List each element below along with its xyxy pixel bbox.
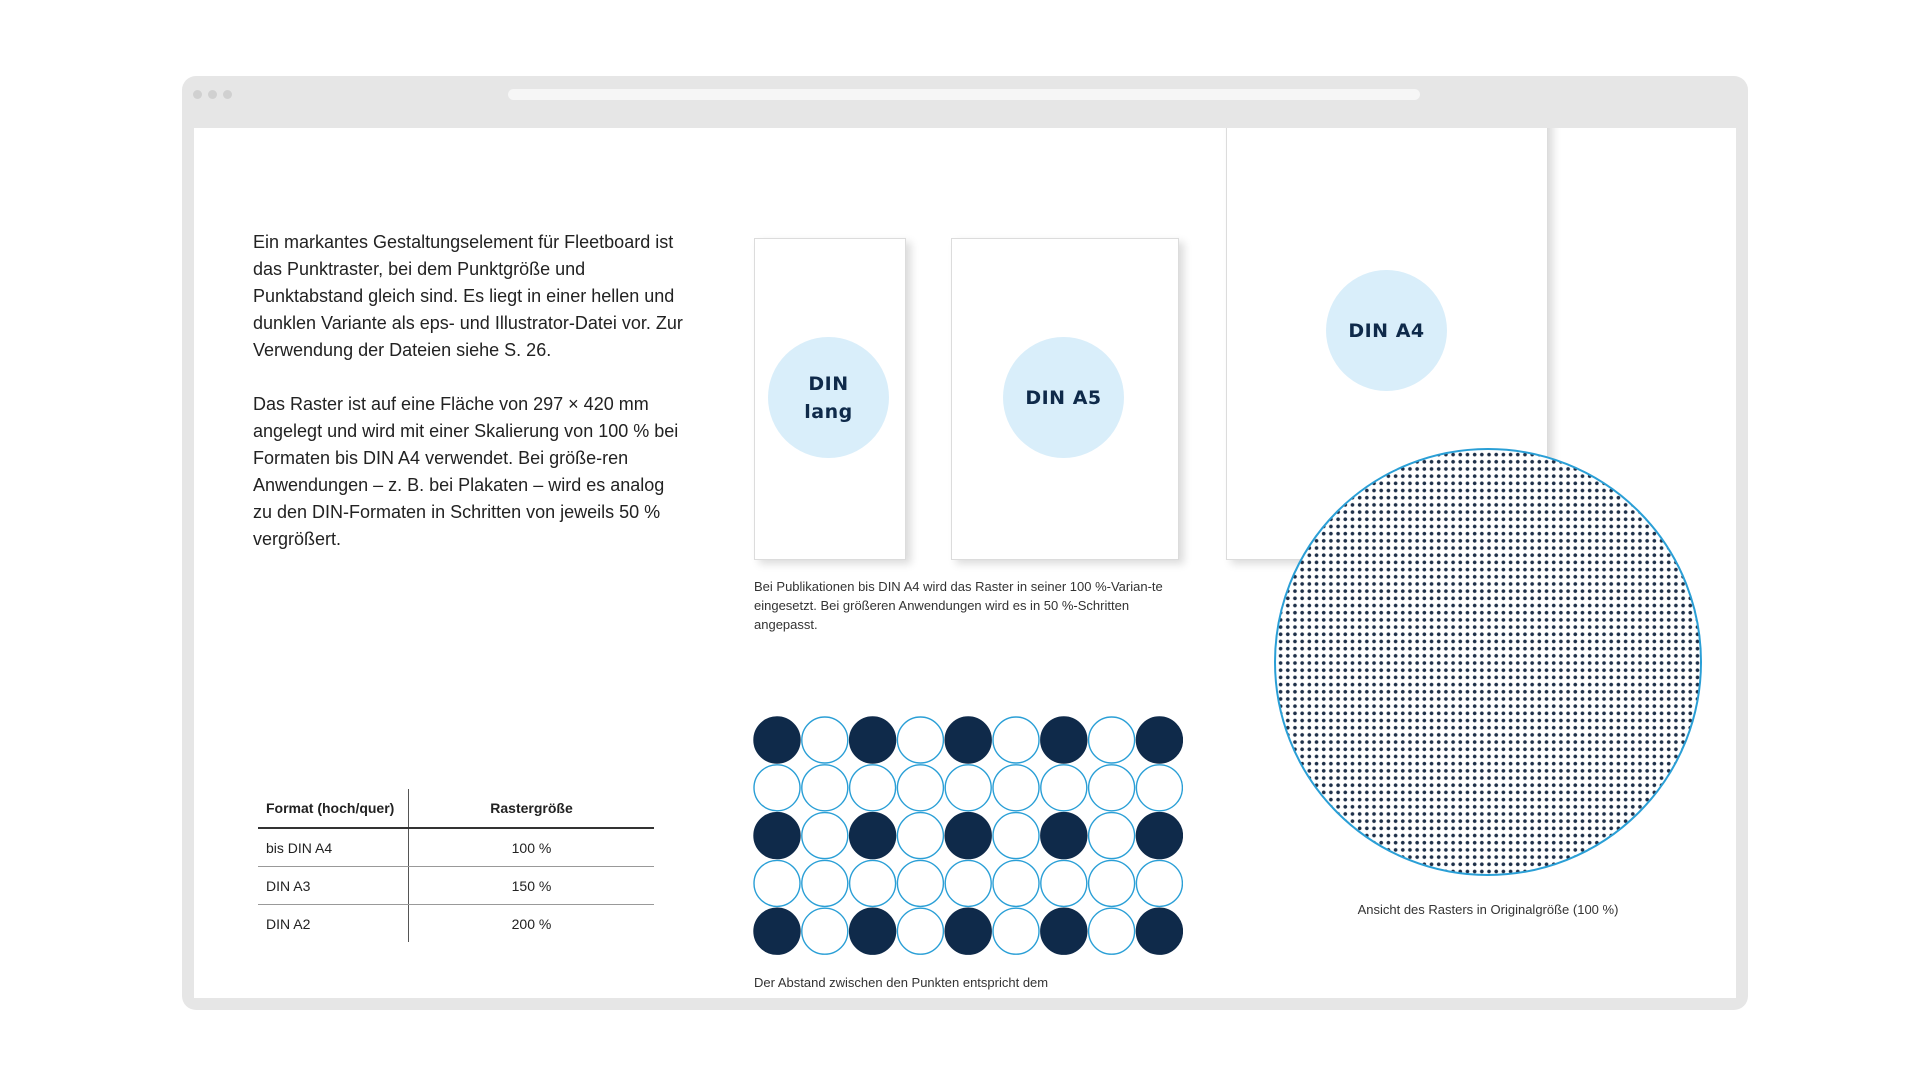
grid-dot-filled <box>1041 813 1087 859</box>
grid-dot-outline <box>897 860 943 906</box>
grid-dot-outline <box>802 717 848 763</box>
grid-dot-outline <box>897 813 943 859</box>
format-label-din-a5 <box>1003 337 1124 458</box>
table-header-format: Format (hoch/quer) <box>258 789 409 828</box>
format-label-din-lang <box>768 337 889 458</box>
grid-dot-outline <box>945 765 991 811</box>
grid-caption: Der Abstand zwischen den Punkten entspricht dem <box>754 975 1049 990</box>
grid-dot-outline <box>1136 860 1182 906</box>
grid-dot-filled <box>754 908 800 954</box>
table-cell-format: DIN A2 <box>258 905 409 943</box>
grid-dot-outline <box>1041 765 1087 811</box>
intro-paragraph-2: Das Raster ist auf eine Fläche von 297 × 420 mm angelegt und wird mit einer Skalierung von 100 % bei Formaten bis DIN A4 verwendet. Bei größe-ren Anwendungen – z. B. bei Plakaten – wird es analog zu den DIN-Formaten in Schritten von jeweils 50 % vergrößert. <box>253 394 679 549</box>
window-controls <box>193 90 232 99</box>
grid-dot-outline <box>993 860 1039 906</box>
table-row <box>258 828 654 867</box>
grid-dot-outline <box>1136 765 1182 811</box>
grid-dot-outline <box>850 860 896 906</box>
table-header-row <box>258 789 654 828</box>
grid-dot-filled <box>1136 908 1182 954</box>
grid-dot-filled <box>850 908 896 954</box>
grid-dot-outline <box>802 908 848 954</box>
grid-dot-outline <box>993 908 1039 954</box>
grid-dot-filled <box>850 813 896 859</box>
window-dot-minimize[interactable] <box>208 90 217 99</box>
grid-dot-filled <box>1136 717 1182 763</box>
grid-dot-outline <box>802 813 848 859</box>
format-label-din-a4 <box>1326 270 1447 391</box>
grid-dot-filled <box>754 717 800 763</box>
grid-dot-outline <box>754 765 800 811</box>
table-cell-format: bis DIN A4 <box>258 828 409 867</box>
grid-dot-filled <box>1041 908 1087 954</box>
zoom-caption: Ansicht des Rasters in Originalgröße (100 %) <box>1357 902 1619 917</box>
grid-dot-outline <box>802 765 848 811</box>
grid-dot-outline <box>993 717 1039 763</box>
page-content <box>194 128 1736 998</box>
window-dot-maximize[interactable] <box>223 90 232 99</box>
table-row <box>258 905 654 943</box>
grid-dot-outline <box>897 765 943 811</box>
grid-dot-outline <box>897 717 943 763</box>
grid-dot-outline <box>945 860 991 906</box>
format-din-a5-text: DIN A5 <box>1025 386 1102 409</box>
grid-dot-outline <box>1041 860 1087 906</box>
grid-dot-outline <box>1089 908 1135 954</box>
intro-paragraph-1: Ein markantes Gestaltungselement für Fleetboard ist das Punktraster, bei dem Punktgröße und Punktabstand gleich sind. Es liegt in einer hellen und dunklen Variante als eps- und Illustrator-Datei vor. Zur Verwendung der Dateien siehe S. 26. <box>253 232 683 360</box>
grid-dot-filled <box>850 717 896 763</box>
grid-dot-outline <box>993 813 1039 859</box>
grid-dot-outline <box>897 908 943 954</box>
table-cell-size: 150 % <box>409 867 655 905</box>
grid-dot-filled <box>945 717 991 763</box>
grid-dot-outline <box>1089 860 1135 906</box>
table-cell-size: 200 % <box>511 915 552 932</box>
formats-caption: Bei Publikationen bis DIN A4 wird das Raster in seiner 100 %-Varian-te eingesetzt. Bei größeren Anwendungen wird es in 50 %-Schritten angepasst. <box>754 579 1163 632</box>
grid-dot-outline <box>802 860 848 906</box>
browser-window <box>182 76 1748 1010</box>
grid-dot-outline <box>993 765 1039 811</box>
table-cell-size: 100 % <box>409 828 655 867</box>
grid-dot-outline <box>754 860 800 906</box>
grid-dot-outline <box>1089 813 1135 859</box>
grid-dot-outline <box>1089 765 1135 811</box>
format-din-lang-line1: DIN <box>808 372 849 395</box>
grid-dot-filled <box>1041 717 1087 763</box>
format-din-a4-text: DIN A4 <box>1348 319 1425 342</box>
grid-dot-outline <box>850 765 896 811</box>
grid-dot-filled <box>1136 813 1182 859</box>
raster-zoom-view <box>1274 448 1702 876</box>
intro-text <box>253 229 683 580</box>
grid-dot-filled <box>945 908 991 954</box>
format-din-lang-line2: lang <box>804 400 853 423</box>
table-cell-format: DIN A3 <box>258 867 409 905</box>
table-row <box>258 867 654 905</box>
address-bar[interactable] <box>508 89 1420 100</box>
grid-dot-filled <box>945 813 991 859</box>
dot-grid-illustration <box>753 716 1183 958</box>
grid-dot-filled <box>754 813 800 859</box>
table-header-rastergroesse: Rastergröße <box>409 789 655 828</box>
window-dot-close[interactable] <box>193 90 202 99</box>
raster-size-table <box>258 789 654 942</box>
grid-dot-outline <box>1089 717 1135 763</box>
